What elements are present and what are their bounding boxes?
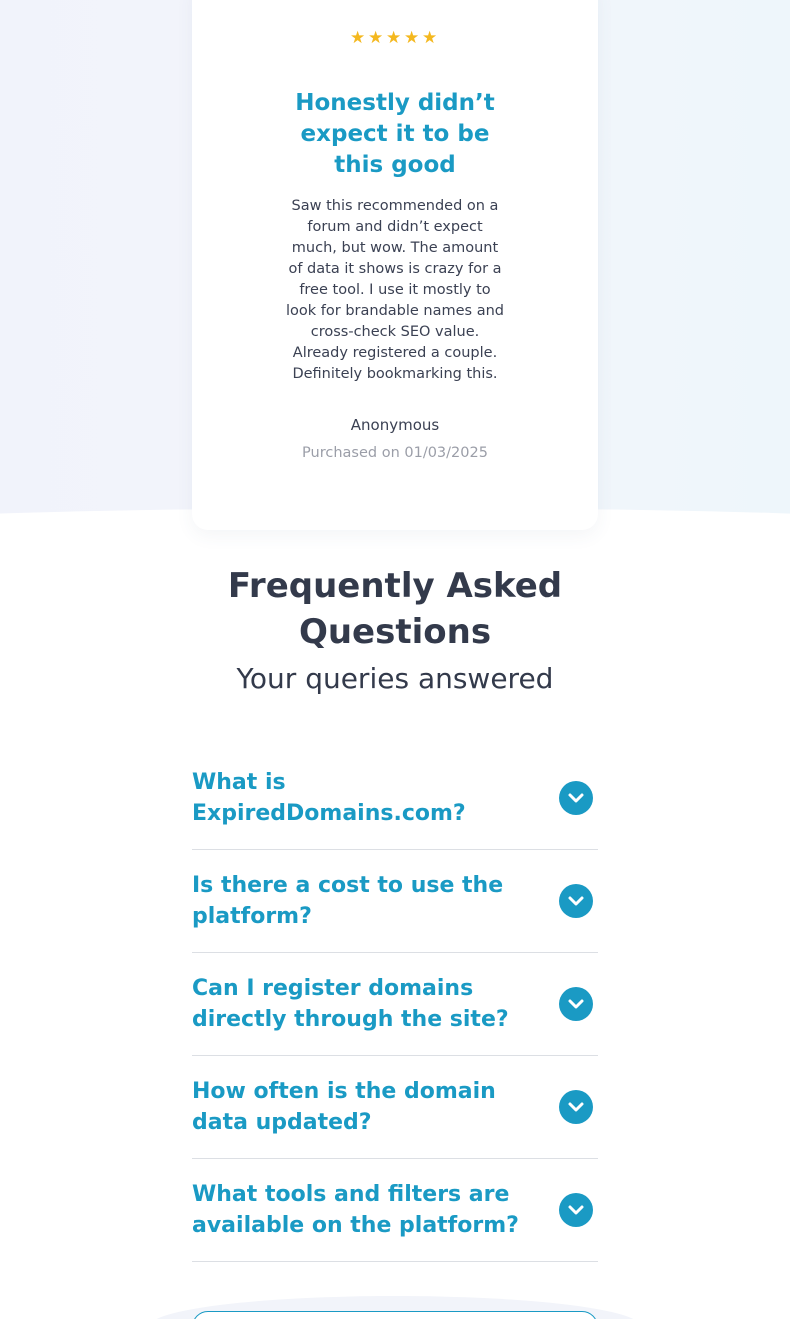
faq-item[interactable] — [192, 747, 598, 850]
rating-stars — [192, 28, 598, 48]
star-icon: ★ — [368, 28, 387, 48]
reviewer-name: Anonymous — [350, 416, 440, 434]
review-text: Saw this recommended on a forum and didn’t expect much, but wow. The amount of data it shows is crazy for a free tool. I use it mostly to look for brandable names and cross-check SEO value. Already registered a couple. Definitely bookmarking this. — [286, 198, 504, 382]
chevron-down-icon[interactable] — [559, 884, 593, 918]
review-title: Honestly didn’t expect it to be this good — [295, 90, 495, 178]
faq-question[interactable]: Is there a cost to use the platform? — [192, 873, 504, 929]
star-icon: ★ — [386, 28, 405, 48]
star-icon: ★ — [422, 28, 441, 48]
faq-subheading: Your queries answered — [236, 662, 554, 695]
faq-accordion — [192, 747, 598, 1262]
review-card — [192, 0, 598, 530]
faq-question[interactable]: Can I register domains directly through the site? — [192, 976, 509, 1032]
chevron-down-icon[interactable] — [559, 781, 593, 815]
chevron-down-icon[interactable] — [559, 1090, 593, 1124]
faq-item[interactable] — [192, 953, 598, 1056]
chevron-down-icon[interactable] — [559, 1193, 593, 1227]
faq-item[interactable] — [192, 1159, 598, 1262]
purchase-date: Purchased on 01/03/2025 — [302, 445, 488, 461]
faq-question[interactable]: How often is the domain data updated? — [192, 1079, 496, 1135]
star-icon: ★ — [350, 28, 369, 48]
star-icon: ★ — [404, 28, 423, 48]
faq-question[interactable]: What is ExpiredDomains.com? — [192, 770, 466, 826]
faq-question[interactable]: What tools and filters are available on the platform? — [192, 1182, 519, 1238]
bottom-card-edge — [192, 1311, 598, 1319]
chevron-down-icon[interactable] — [559, 987, 593, 1021]
faq-heading: Frequently Asked Questions — [227, 566, 563, 652]
faq-item[interactable] — [192, 850, 598, 953]
faq-item[interactable] — [192, 1056, 598, 1159]
